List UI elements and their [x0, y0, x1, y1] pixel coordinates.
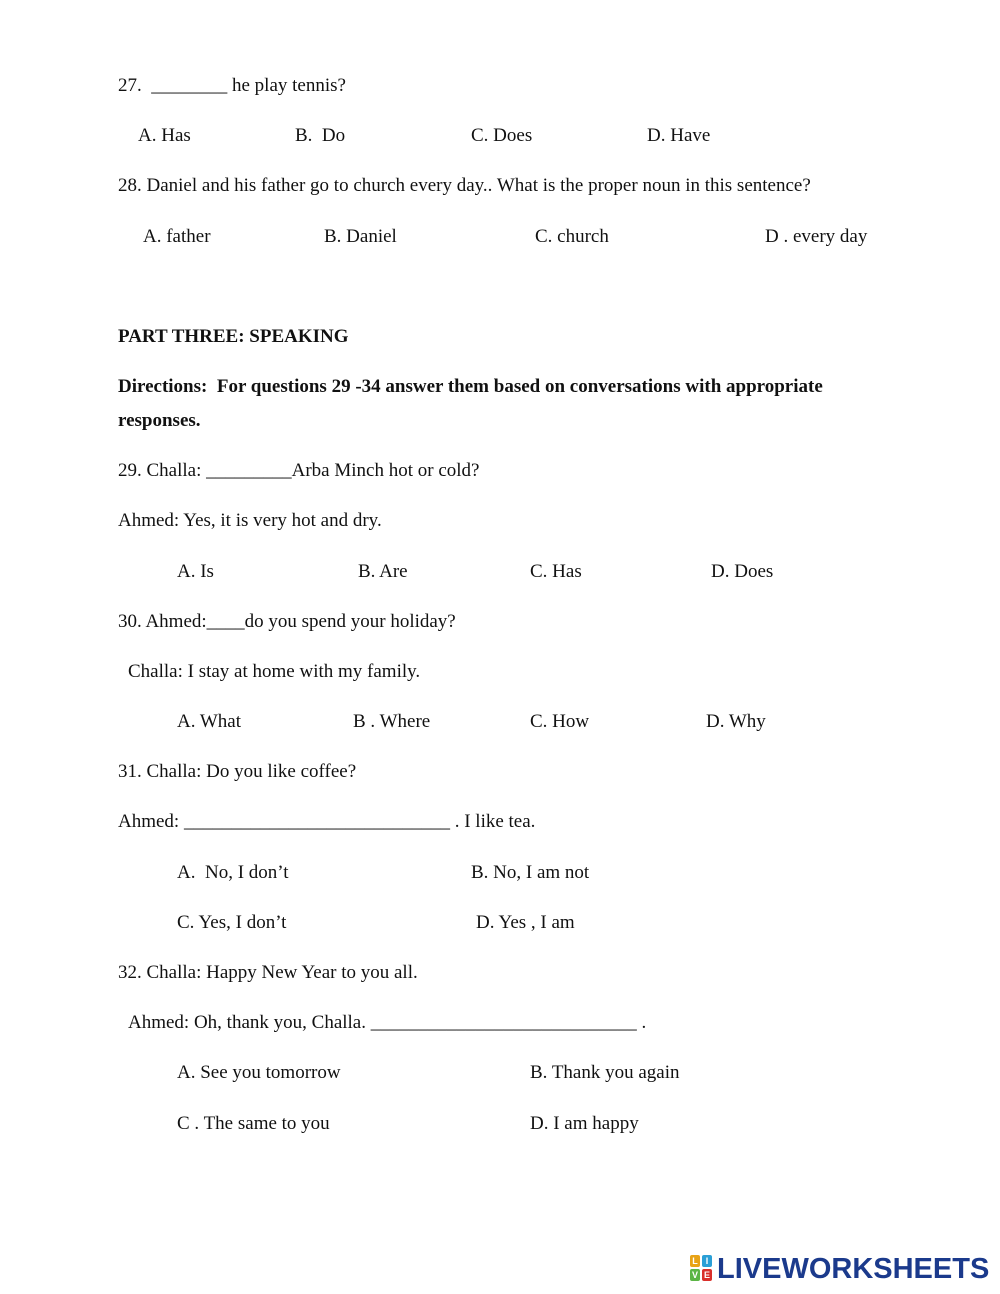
q27-option-b[interactable]: B. Do — [295, 125, 346, 146]
q29-option-b[interactable]: B. Are — [358, 561, 408, 582]
q32-option-c[interactable]: C . The same to you — [177, 1113, 330, 1134]
q30-option-b[interactable]: B . Where — [353, 711, 431, 732]
q31-line-1: 31. Challa: Do you like coffee? — [118, 761, 357, 782]
q31-option-a[interactable]: A. No, I don’t — [177, 862, 289, 883]
q32-line-1: 32. Challa: Happy New Year to you all. — [118, 962, 418, 983]
q29-option-d[interactable]: D. Does — [711, 561, 774, 582]
q31-option-c[interactable]: C. Yes, I don’t — [177, 912, 287, 933]
logo-mark-v: V — [691, 1270, 698, 1280]
logo-mark-l: L — [690, 1255, 700, 1267]
q29-line-1: 29. Challa: _________Arba Minch hot or cold? — [118, 460, 480, 481]
q32-line-2: Ahmed: Oh, thank you, Challa. ____________________________ . — [128, 1012, 647, 1033]
q31-option-b[interactable]: B. No, I am not — [471, 862, 590, 883]
q32-option-a[interactable]: A. See you tomorrow — [177, 1062, 341, 1083]
q32-option-b[interactable]: B. Thank you again — [530, 1062, 680, 1083]
q29-line-2: Ahmed: Yes, it is very hot and dry. — [118, 510, 382, 531]
liveworksheets-mark-icon — [690, 1255, 714, 1283]
q29-option-c[interactable]: C. Has — [530, 561, 582, 582]
q30-option-a[interactable]: A. What — [177, 711, 242, 732]
q32-option-d[interactable]: D. I am happy — [530, 1113, 639, 1134]
q30-option-d[interactable]: D. Why — [706, 711, 766, 732]
liveworksheets-logo[interactable] — [690, 1252, 989, 1286]
q30-line-1: 30. Ahmed:____do you spend your holiday? — [118, 611, 456, 632]
q29-option-a[interactable]: A. Is — [177, 561, 214, 582]
q28-option-a[interactable]: A. father — [143, 226, 211, 247]
q27-option-a[interactable]: A. Has — [138, 125, 191, 146]
q31-option-d[interactable]: D. Yes , I am — [476, 912, 575, 933]
q31-line-2: Ahmed: ____________________________ . I like tea. — [118, 811, 536, 832]
liveworksheets-wordmark: LIVEWORKSHEETS — [717, 1252, 990, 1285]
q30-line-2: Challa: I stay at home with my family. — [128, 661, 421, 682]
logo-mark-e: E — [703, 1270, 710, 1280]
directions-line-2: responses. — [118, 410, 201, 431]
q28-stem: 28. Daniel and his father go to church every day.. What is the proper noun in this sentence? — [118, 175, 811, 196]
q28-option-d[interactable]: D . every day — [765, 226, 868, 247]
section-heading: PART THREE: SPEAKING — [118, 326, 349, 347]
q27-option-d[interactable]: D. Have — [647, 125, 711, 146]
q30-option-c[interactable]: C. How — [530, 711, 590, 732]
q27-option-c[interactable]: C. Does — [471, 125, 533, 146]
q28-option-c[interactable]: C. church — [535, 226, 609, 247]
logo-mark-i: I — [702, 1255, 712, 1267]
directions-line-1: Directions: For questions 29 -34 answer them based on conversations with appropriate — [118, 376, 823, 397]
q28-option-b[interactable]: B. Daniel — [324, 226, 397, 247]
q27-stem: 27. ________ he play tennis? — [118, 75, 346, 96]
